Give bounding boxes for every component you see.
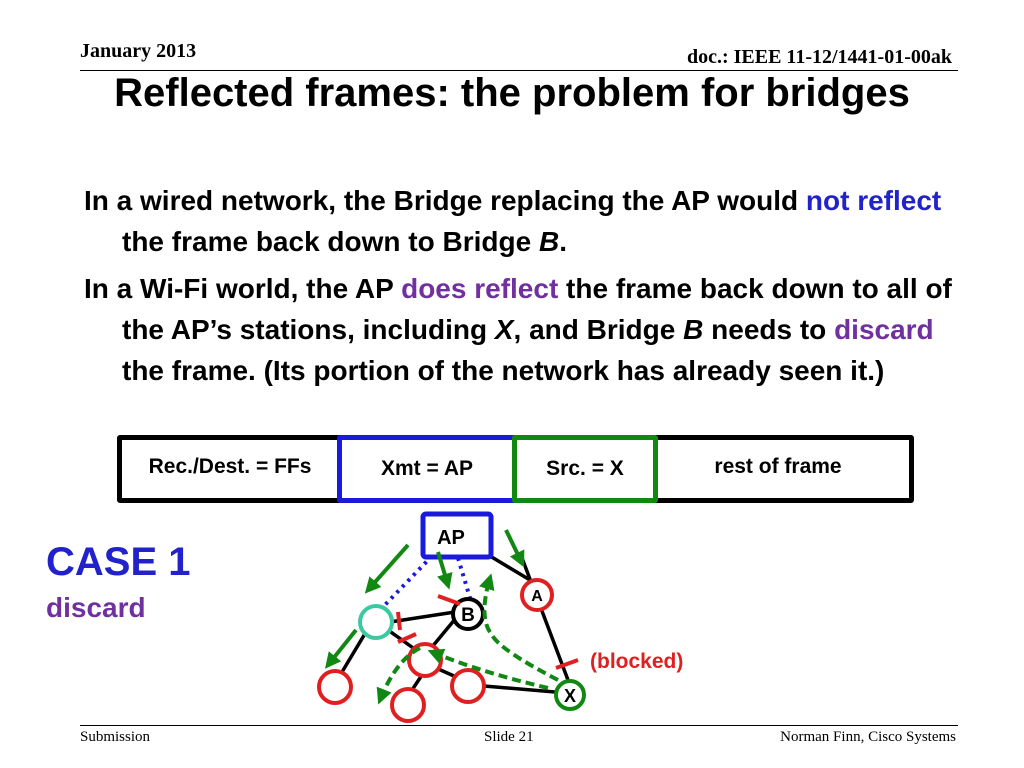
bullet-2-bridge-b: B: [683, 314, 704, 345]
case-title: CASE 1: [46, 540, 191, 584]
arrow-ap-to-teal: [368, 545, 408, 590]
footer-author: Norman Finn, Cisco Systems: [780, 729, 956, 745]
frame-field-xmt: Xmt = AP: [337, 435, 517, 503]
frame-field-rest: rest of frame: [714, 455, 842, 478]
link-ap-x: [522, 558, 568, 680]
bullet-2-text-2: the frame back down to all of the AP’s stations, including: [122, 273, 952, 345]
bullet-1-bridge-b: B: [538, 226, 560, 257]
case-subtitle: discard: [46, 592, 146, 623]
bridge-b-label: B: [461, 605, 475, 626]
arrow-teal-to-red: [328, 630, 356, 665]
bullet-1-text-3: .: [559, 226, 567, 257]
red-bridge-node: [452, 670, 484, 702]
blocked-marker: [438, 596, 460, 604]
bullet-2-text: In a Wi-Fi world, the AP: [84, 273, 402, 304]
wireless-links: [382, 556, 470, 608]
bullet-2-station-x: X: [494, 314, 514, 345]
red-bridge-node: [319, 671, 351, 703]
blocked-marker: [398, 612, 400, 630]
bullet-1-emphasis: not reflect: [805, 185, 942, 216]
station-a-label: A: [531, 588, 543, 605]
station-x-label: X: [563, 686, 577, 706]
bullet-2-text-5: the frame. (Its portion of the network has already seen it.): [122, 355, 885, 386]
arrow-x-to-r1: [432, 652, 548, 688]
footer-rule: [80, 725, 958, 726]
ap-label: AP: [437, 527, 465, 549]
footer-slide-number: Slide 21: [484, 729, 534, 745]
red-bridge-node: [409, 644, 441, 676]
wireless-ap-b: [458, 558, 470, 598]
bullet-2-text-4: needs to: [703, 314, 835, 345]
arrow-ap-to-a: [506, 530, 522, 563]
teal-station-node: [360, 606, 392, 638]
bullet-1-text: In a wired network, the Bridge replacing the AP would: [84, 185, 806, 216]
link-teal-r0: [342, 632, 366, 672]
header-date: January 2013: [80, 40, 197, 62]
slide-title: Reflected frames: the problem for bridges: [114, 71, 910, 115]
bullet-2-emphasis-discard: discard: [834, 314, 934, 345]
bullet-1-text-2: the frame back down to Bridge: [122, 226, 539, 257]
frame-field-dest: Rec./Dest. = FFs: [148, 455, 312, 478]
red-bridge-node: [392, 689, 424, 721]
blocked-label: (blocked): [590, 650, 684, 673]
bullet-2-text-3: , and Bridge: [513, 314, 684, 345]
bullet-2-emphasis-reflect: does reflect: [401, 273, 559, 304]
header-doc-id: doc.: IEEE 11-12/1441-01-00ak: [686, 46, 952, 68]
footer-submission: Submission: [80, 729, 151, 745]
frame-field-src: Src. = X: [512, 435, 658, 503]
